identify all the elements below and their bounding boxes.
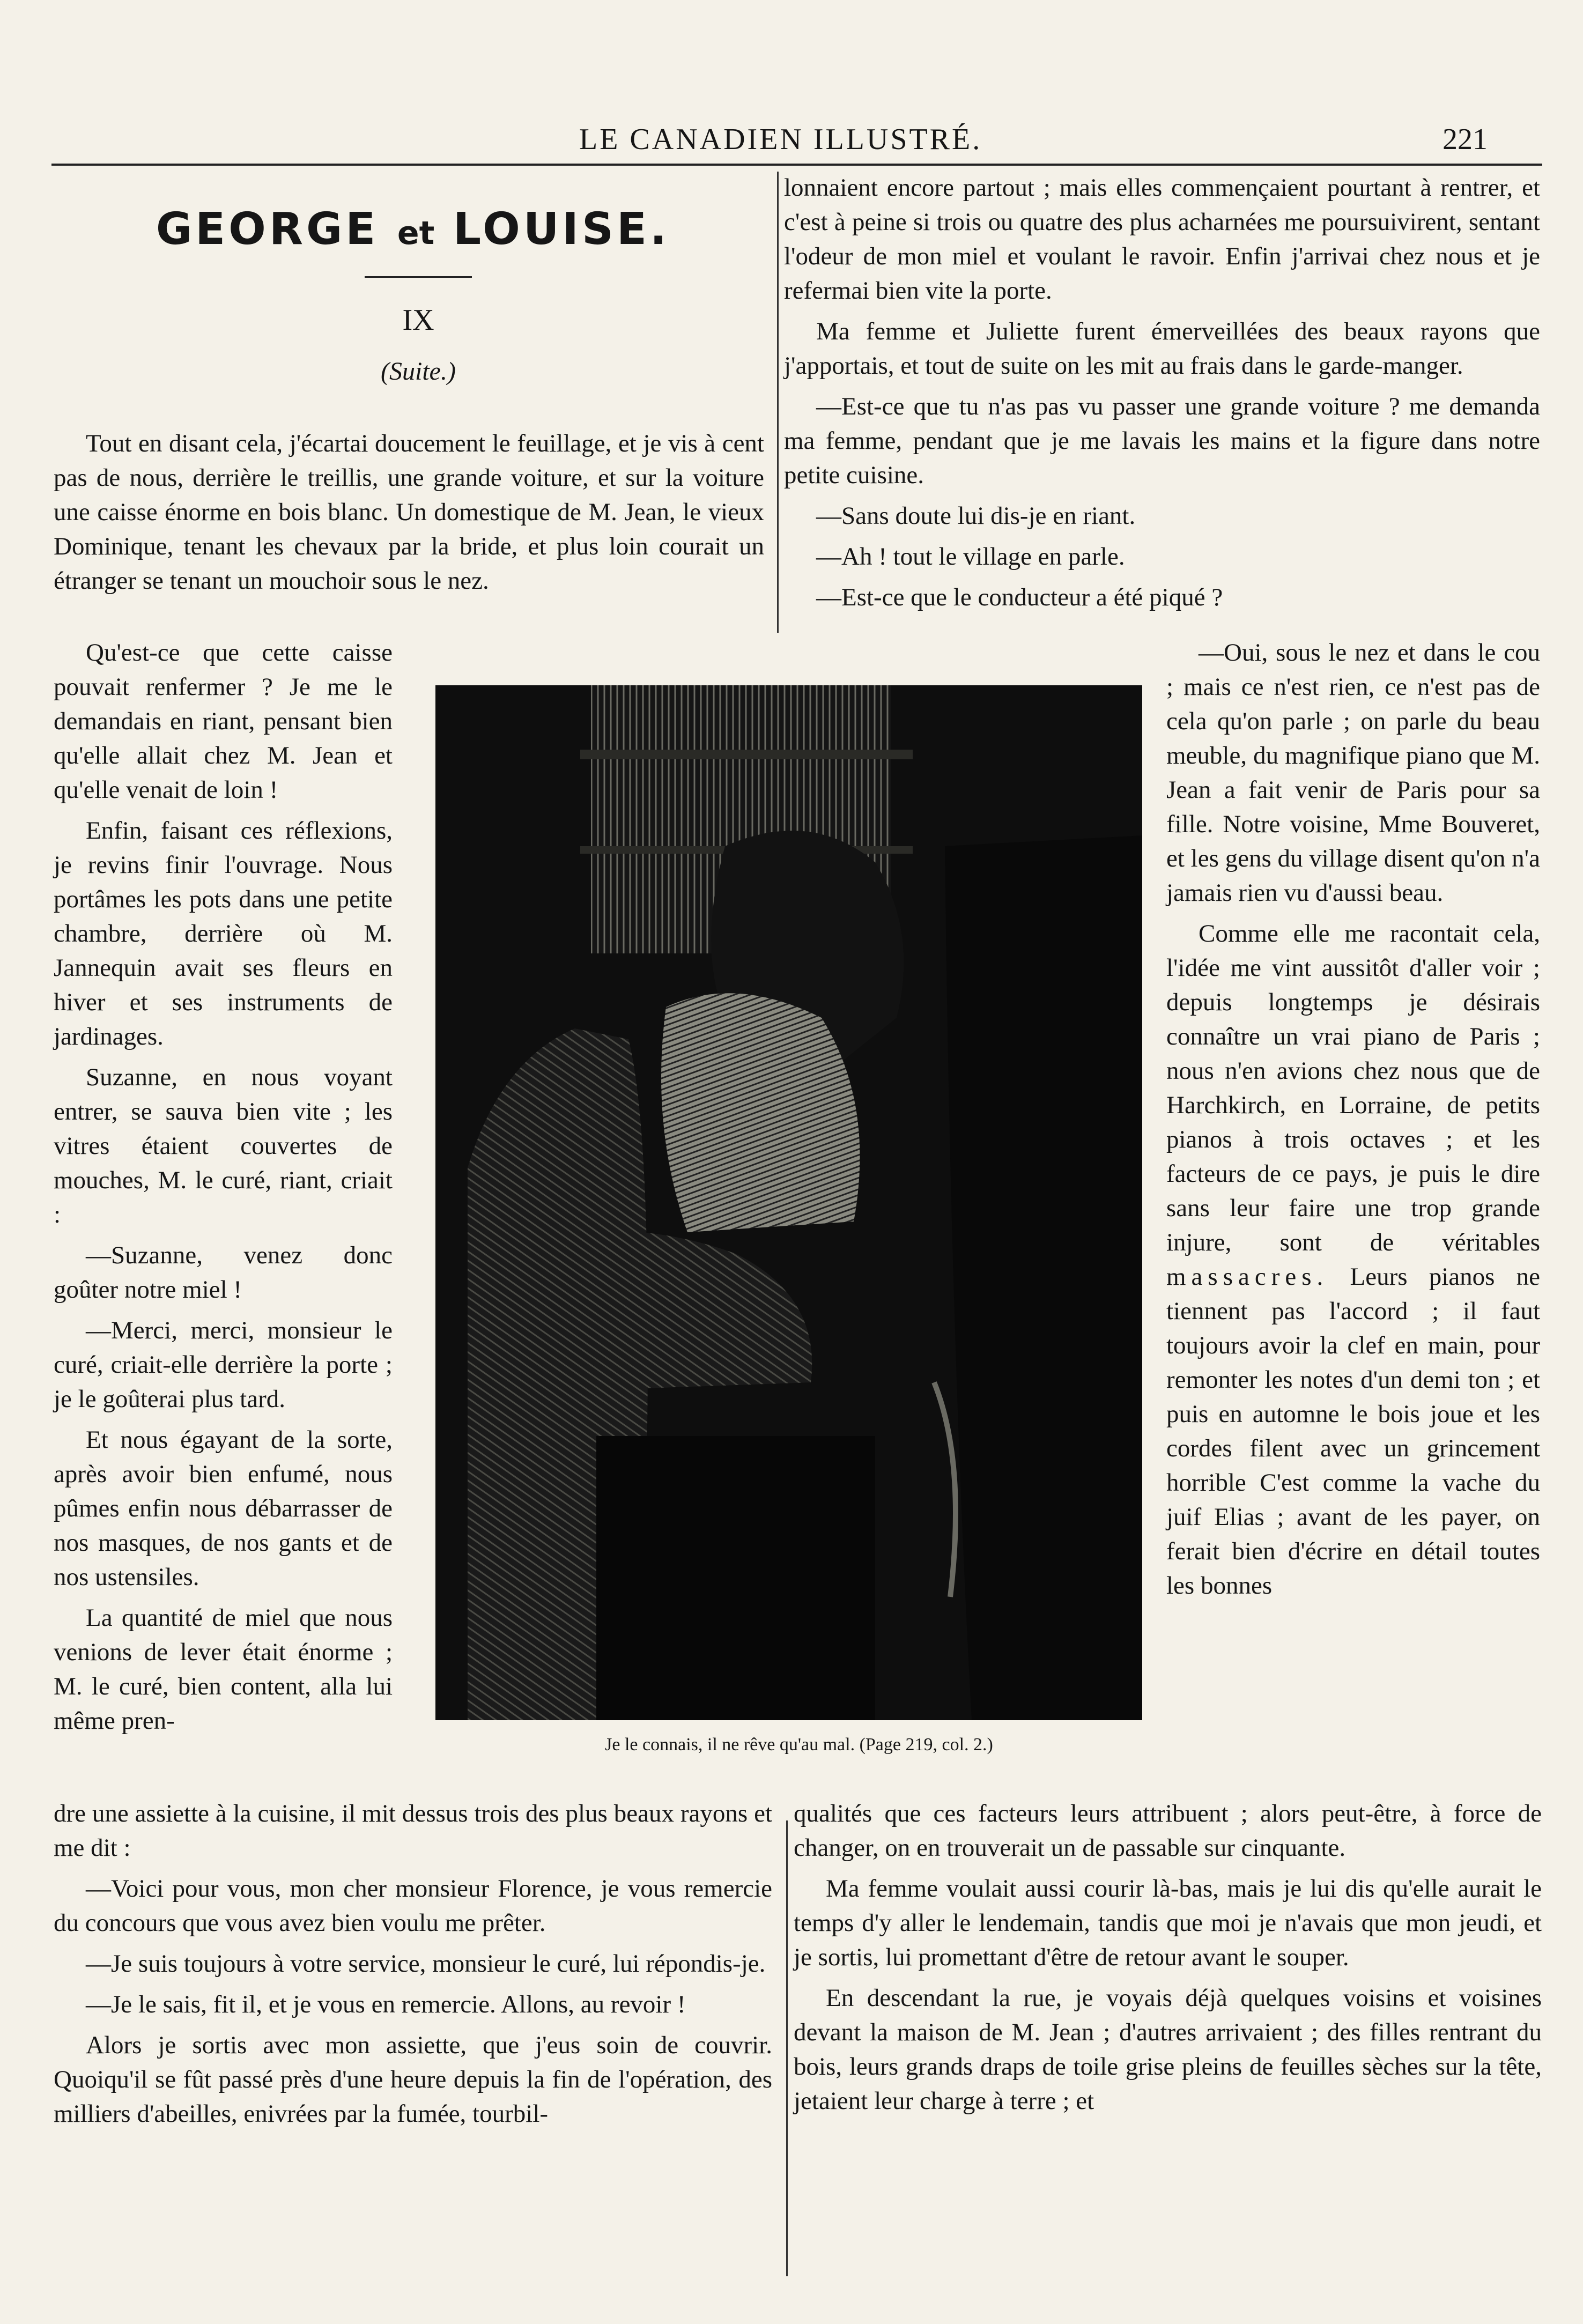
right-column-top: [784, 171, 1540, 621]
paragraph: Et nous égayant de la sorte, après avoir bien enfumé, nous pûmes enfin nous débarrasser de nos masques, de nos gants et de nos ustensiles.: [54, 1426, 393, 1591]
illustration-caption: Je le connais, il ne rêve qu'au mal. (Page 219, col. 2.): [605, 1735, 993, 1755]
running-title: LE CANADIEN ILLUSTRÉ.: [579, 123, 982, 156]
left-column-top: [54, 426, 764, 604]
title-rule: [365, 276, 472, 278]
paragraph: [1166, 916, 1540, 1603]
running-header: [0, 122, 1583, 165]
paragraph: Ma femme et Juliette furent émerveillées des beaux rayons que j'apportais, et tout de suite on les mit au frais dans le garde-manger.: [784, 317, 1540, 380]
article-title: [97, 204, 729, 255]
paragraph: En descendant la rue, je voyais déjà quelques voisins et voisines devant la maison de M. Jean ; d'autres arrivaient ; des filles rentrant du bois, leurs grands draps de toile grise pleins de feuilles sèches sur la tête, jetaient leur charge à terre ; et: [794, 1984, 1542, 2115]
text-run: Leurs pianos ne tiennent pas l'accord ; il faut toujours avoir la clef en main, pour remonter les notes d'un demi ton ; et puis en automne le bois joue et les cordes filent avec un grincement horrible C'est comme la vache du juif Elias ; avant de les payer, on ferait bien d'écrire en détail toutes les bonnes: [1166, 1263, 1540, 1600]
paragraph: Qu'est-ce que cette caisse pouvait renfermer ? Je me le demandais en riant, pensant bien qu'elle allait chez M. Jean et qu'elle venait de loin !: [54, 639, 393, 804]
paragraph: —Sans doute lui dis-je en riant.: [816, 502, 1136, 530]
header-rule: [51, 164, 1542, 166]
paragraph: Suzanne, en nous voyant entrer, se sauva bien vite ; les vitres étaient couvertes de mouches, M. le curé, riant, criait :: [54, 1063, 393, 1228]
paragraph: —Merci, merci, monsieur le curé, criait-elle derrière la porte ; je le goûterai plus tard.: [54, 1316, 393, 1413]
title-and: et: [397, 214, 435, 252]
paragraph: —Voici pour vous, mon cher monsieur Florence, je vous remercie du concours que vous avez bien voulu me prêter.: [54, 1875, 772, 1937]
paragraph: —Oui, sous le nez et dans le cou ; mais ce n'est rien, ce n'est pas de cela qu'on parle ; on parle du beau meuble, du magnifique piano que M. Jean a fait venir de Paris pour sa fille. Notre voisine, Mme Bouveret, et les gens du village disent qu'on n'a jamais rien vu d'aussi beau.: [1166, 639, 1540, 907]
paragraph: La quantité de miel que nous venions de lever était énorme ; M. le curé, bien content, alla lui même pren-: [54, 1604, 393, 1735]
paragraph: —Suzanne, venez donc goûter notre miel !: [54, 1241, 393, 1304]
column-divider-top: [777, 172, 779, 633]
paragraph: Ma femme voulait aussi courir là-bas, mais je lui dis qu'elle aurait le temps d'y aller le lendemain, tandis que moi je n'avais que mon jeudi, et je sortis, lui promettant d'être de retour avant le souper.: [794, 1875, 1542, 1971]
paragraph: Enfin, faisant ces réflexions, je revins finir l'ouvrage. Nous portâmes les pots dans une petite chambre, derrière où M. Jannequin avait ses fleurs en hiver et ses instruments de jardinages.: [54, 817, 393, 1050]
left-column-bottom: [54, 1796, 772, 2137]
page-number: 221: [1443, 123, 1488, 156]
spaced-word: massacres.: [1166, 1263, 1329, 1291]
paragraph: —Ah ! tout le village en parle.: [816, 543, 1125, 571]
left-column-narrow: [54, 635, 393, 1744]
title-louise: LOUISE.: [453, 204, 670, 255]
paragraph: Alors je sortis avec mon assiette, que j'eus soin de couvrir. Quoiqu'il se fût passé près d'une heure depuis la fin de l'opération, des milliers d'abeilles, enivrées par la fumée, tourbil-: [54, 2031, 772, 2128]
right-column-narrow: [1166, 635, 1540, 1609]
paragraph: qualités que ces facteurs leurs attribuent ; alors peut-être, à force de changer, on en trouverait un de passable sur cinquante.: [794, 1800, 1542, 1862]
paragraph: —Je le sais, fit il, et je vous en remercie. Allons, au revoir !: [86, 1990, 686, 2018]
paragraph: lonnaient encore partout ; mais elles commençaient pourtant à rentrer, et c'est à peine si trois ou quatre des plus acharnées me poursuivirent, sentant l'odeur de mon miel et voulant le ravoir. Enfin j'arrivai chez nous et je refermai bien vite la porte.: [784, 174, 1540, 305]
chapter-number: IX: [402, 304, 434, 337]
paragraph: dre une assiette à la cuisine, il mit dessus trois des plus beaux rayons et me dit :: [54, 1800, 772, 1862]
text-run: Comme elle me racontait cela, l'idée me vint aussitôt d'aller voir ; depuis longtemps je désirais connaître un vrai piano de Paris ; nous n'en avions chez nous que de Harchkirch, en Lorraine, de petits pianos à trois octaves ; et les facteurs de ce pays, je puis le dire sans leur faire une trop grande injure, sont de véritables: [1166, 920, 1540, 1256]
column-divider-bottom: [786, 1820, 788, 2276]
engraving-illustration: [435, 685, 1142, 1720]
engraving-art: [435, 685, 1142, 1720]
right-column-bottom: [794, 1796, 1542, 2125]
paragraph: —Est-ce que le conducteur a été piqué ?: [816, 583, 1223, 611]
title-george: GEORGE: [156, 204, 379, 255]
paragraph: —Je suis toujours à votre service, monsieur le curé, lui répondis-je.: [86, 1950, 766, 1978]
paragraph: —Est-ce que tu n'as pas vu passer une grande voiture ? me demanda ma femme, pendant que je me lavais les mains et la figure dans notre petite cuisine.: [784, 393, 1540, 489]
suite-label: (Suite.): [381, 357, 456, 386]
paragraph: Tout en disant cela, j'écartai doucement le feuillage, et je vis à cent pas de nous, derrière le treillis, une grande voiture, et sur la voiture une caisse énorme en bois blanc. Un domestique de M. Jean, le vieux Dominique, tenant les chevaux par la bride, et plus loin courait un étranger se tenant un mouchoir sous le nez.: [54, 430, 764, 595]
